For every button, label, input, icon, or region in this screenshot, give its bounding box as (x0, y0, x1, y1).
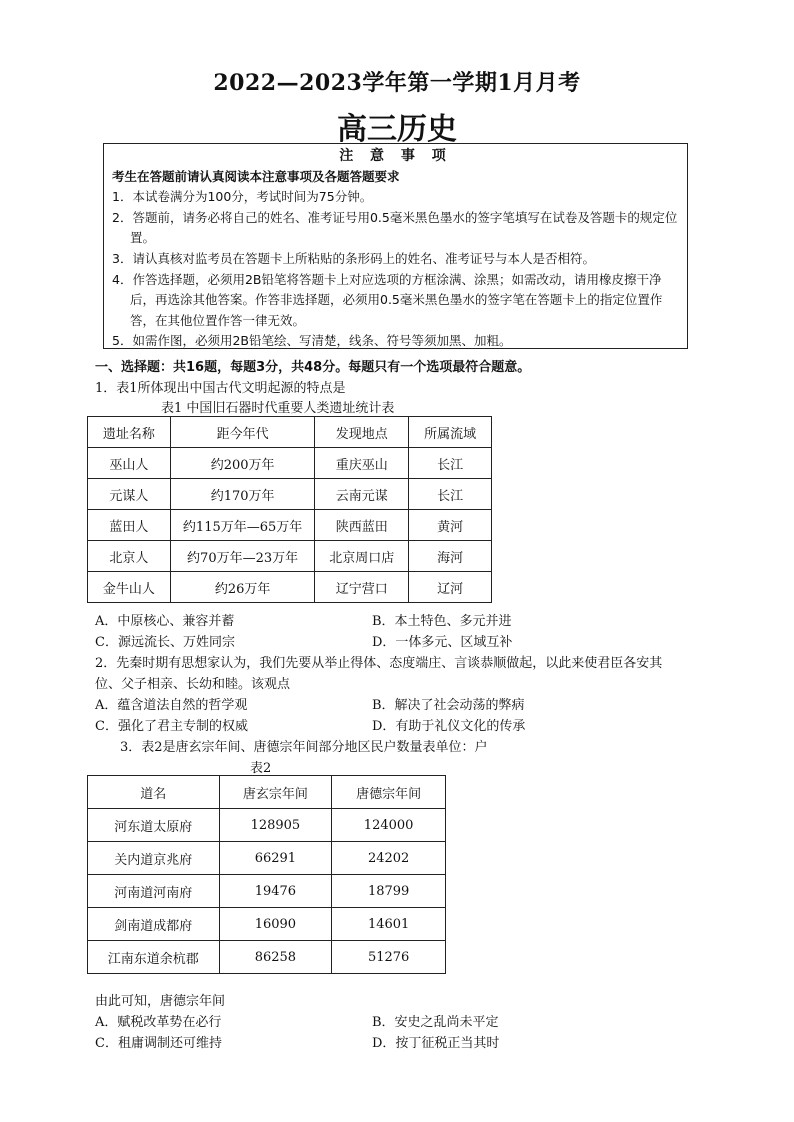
table-cell: 黄河 (409, 510, 492, 541)
question-2-stem-line-2: 位、父子相亲、长幼和睦。该观点 (95, 677, 291, 692)
table-cell: 124000 (332, 809, 446, 842)
q2-option-d: D．有助于礼仪文化的传承 (372, 719, 526, 734)
table-cell: 重庆巫山 (315, 448, 409, 479)
q1-option-b: B．本土特色、多元并进 (372, 614, 512, 629)
table-cell: 剑南道成都府 (88, 908, 220, 941)
table-row (88, 908, 446, 941)
table-header-cell: 发现地点 (315, 417, 409, 448)
table-2-header-row (88, 776, 446, 809)
q3-option-d: D．按丁征税正当其时 (372, 1036, 500, 1051)
table-cell: 19476 (219, 875, 332, 908)
table-cell: 约200万年 (170, 448, 315, 479)
table-cell: 云南元谋 (315, 479, 409, 510)
table-cell: 蓝田人 (88, 510, 171, 541)
table-cell: 金牛山人 (88, 572, 171, 603)
table-1-caption: 表1 中国旧石器时代重要人类遗址统计表 (161, 401, 395, 416)
table-cell: 51276 (332, 941, 446, 974)
table-header-cell: 道名 (88, 776, 220, 809)
table-cell: 河东道太原府 (88, 809, 220, 842)
table-row (88, 572, 492, 603)
q2-option-a: A．蕴含道法自然的哲学观 (95, 698, 248, 713)
table-header-cell: 唐德宗年间 (332, 776, 446, 809)
table-cell: 约170万年 (170, 479, 315, 510)
table-cell: 14601 (332, 908, 446, 941)
table-row (88, 875, 446, 908)
table-cell: 陕西蓝田 (315, 510, 409, 541)
table-cell: 长江 (409, 448, 492, 479)
table-cell: 128905 (219, 809, 332, 842)
notice-item: 2．答题前，请务必将自己的姓名、准考证号用0.5毫米黑色墨水的签字笔填写在试卷及答题卡的规定位置。 (112, 209, 678, 246)
table-cell: 长江 (409, 479, 492, 510)
table-cell: 北京人 (88, 541, 171, 572)
table-cell: 江南东道余杭郡 (88, 941, 220, 974)
q1-option-d: D．一体多元、区域互补 (372, 635, 513, 650)
table-cell: 河南道河南府 (88, 875, 220, 908)
q1-option-c: C．源远流长、万姓同宗 (95, 635, 235, 650)
table-row (88, 842, 446, 875)
notice-heading: 注 意 事 项 (339, 148, 452, 164)
table-header-cell: 距今年代 (170, 417, 315, 448)
question-2-stem-line-1: 2．先秦时期有思想家认为，我们先要从举止得体、态度端庄、言谈恭顺做起，以此来使君臣各安其 (95, 656, 663, 671)
table-header-cell: 所属流域 (409, 417, 492, 448)
table-1 (87, 416, 492, 603)
notice-item: 5．如需作图，必须用2B铅笔绘、写清楚，线条、符号等须加黑、加粗。 (112, 333, 512, 349)
subject-title: 高三历史 (337, 112, 457, 147)
notice-item: 1．本试卷满分为100分，考试时间为75分钟。 (112, 189, 373, 205)
q3-option-b: B．安史之乱尚未平定 (372, 1015, 499, 1030)
table-cell: 约70万年—23万年 (170, 541, 315, 572)
table-cell: 关内道京兆府 (88, 842, 220, 875)
table-row (88, 510, 492, 541)
table-cell: 北京周口店 (315, 541, 409, 572)
notice-subheading: 考生在答题前请认真阅读本注意事项及各题答题要求 (112, 168, 400, 184)
question-1-stem: 1．表1所体现出中国古代文明起源的特点是 (95, 381, 346, 396)
table-1-header-row (88, 417, 492, 448)
q2-option-b: B．解决了社会动荡的弊病 (372, 698, 525, 713)
table-row (88, 809, 446, 842)
table-cell: 86258 (219, 941, 332, 974)
question-3-stem: 3．表2是唐玄宗年间、唐德宗年间部分地区民户数量表单位：户 (120, 740, 488, 755)
table-cell: 18799 (332, 875, 446, 908)
notice-item: 3．请认真核对监考员在答题卡上所粘贴的条形码上的姓名、准考证号与本人是否相符。 (112, 250, 595, 266)
table-cell: 16090 (219, 908, 332, 941)
table-header-cell: 唐玄宗年间 (219, 776, 332, 809)
table-header-cell: 遗址名称 (88, 417, 171, 448)
question-3-conclusion: 由此可知，唐德宗年间 (95, 994, 226, 1009)
table-2-caption: 表2 (250, 761, 272, 776)
table-cell: 约115万年—65万年 (170, 510, 315, 541)
q3-option-c: C．租庸调制还可维持 (95, 1036, 222, 1051)
table-cell: 元谋人 (88, 479, 171, 510)
table-cell: 约26万年 (170, 572, 315, 603)
table-row (88, 448, 492, 479)
q3-option-a: A．赋税改革势在必行 (95, 1015, 222, 1030)
section-heading: 一、选择题：共16题，每题3分，共48分。每题只有一个选项最符合题意。 (95, 360, 531, 375)
table-row (88, 541, 492, 572)
table-row (88, 941, 446, 974)
notice-box (103, 143, 688, 349)
table-row (88, 479, 492, 510)
table-cell: 辽河 (409, 572, 492, 603)
q2-option-c: C．强化了君主专制的权威 (95, 719, 248, 734)
notice-item: 4．作答选择题，必须用2B铅笔将答题卡上对应选项的方框涂满、涂黑；如需改动，请用橡皮擦干净后，再选涂其他答案。作答非选择题，必须用0.5毫米黑色墨水的签字笔在答题卡上的指定位置作答，在其他位置作答一律无效。 (112, 271, 663, 328)
exam-title: 2022—2023学年第一学期1月月考 (213, 70, 581, 96)
q1-option-a: A．中原核心、兼容并蓄 (95, 614, 235, 629)
table-cell: 巫山人 (88, 448, 171, 479)
table-2 (87, 775, 446, 974)
table-cell: 海河 (409, 541, 492, 572)
table-cell: 66291 (219, 842, 332, 875)
table-cell: 24202 (332, 842, 446, 875)
table-cell: 辽宁营口 (315, 572, 409, 603)
